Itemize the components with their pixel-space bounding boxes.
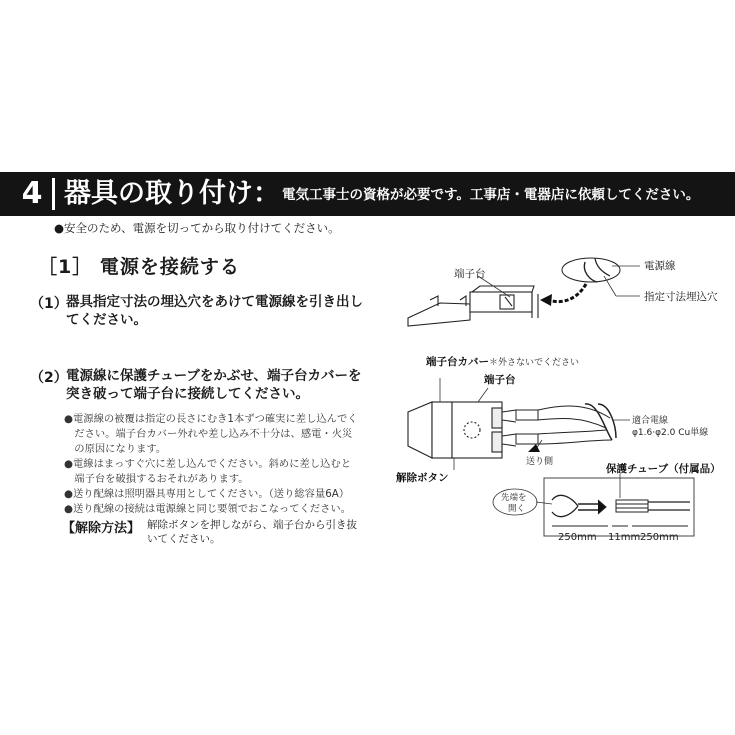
note-line: ●送り配線の接続は電源線と同じ要領でおこなってください。	[64, 503, 351, 515]
dimension-strip-c: 250mm	[640, 532, 679, 543]
dimension-strip-a: 250mm	[558, 532, 597, 543]
label-tip-open-2: 開く	[508, 504, 526, 514]
note-line: ださい。端子台カバー外れや差し込み不十分は、感電・火災	[64, 428, 353, 440]
note-line: ●電源線の被覆は指定の長さにむき1本ずつ確実に差し込んでく	[64, 413, 358, 425]
step-1-line-2: てください。	[66, 312, 147, 328]
pull-wire-arrowhead	[540, 294, 552, 306]
label-mount-hole: 指定寸法埋込穴	[644, 291, 718, 303]
label-release-button: 解除ボタン	[396, 472, 449, 484]
label-terminal-cover-text: 端子台カバー	[426, 356, 489, 368]
label-terminal-cover	[426, 354, 579, 369]
step-2-line-2: 突き破って端子台に接続してください。	[66, 386, 309, 402]
label-terminal-block-2: 端子台	[484, 374, 516, 386]
dimension-strip-b: 11mm	[608, 532, 641, 543]
terminal-block-illustration	[408, 402, 516, 458]
note-line: ●電線はまっすぐ穴に差し込んでください。斜めに差し込むと	[64, 458, 351, 470]
power-wire-illustration	[516, 404, 616, 444]
page-subtitle: 電気工事士の資格が必要です。工事店・電器店に依頼してください。	[282, 187, 700, 203]
label-wire-spec-2: φ1.6·φ2.0 Cu単線	[632, 428, 709, 438]
label-protective-tube: 保護チューブ（付属品）	[606, 463, 721, 475]
step-1-line-1: 器具指定寸法の埋込穴をあけて電源線を引き出し	[66, 294, 363, 310]
note-line: の原因になります。	[64, 443, 167, 455]
label-tip-open-1: 先端を	[501, 493, 527, 503]
label-feed-side: 送り側	[526, 457, 554, 467]
strip-length-detail	[544, 478, 694, 536]
section-title: ［1］ 電源を接続する	[38, 256, 240, 278]
safety-note: ●安全のため、電源を切ってから取り付けてください。	[54, 221, 340, 235]
step-2-number: （2）	[30, 370, 68, 386]
page-title: 器具の取り付け：	[64, 178, 280, 209]
step-1-number: （1）	[30, 296, 68, 312]
label-wire-spec-1: 適合電線	[632, 416, 669, 426]
fixture-mount-illustration	[408, 286, 538, 326]
label-terminal-block: 端子台	[454, 268, 486, 280]
label-power-wire: 電源線	[644, 260, 676, 272]
release-method-label: 【解除方法】	[62, 521, 141, 536]
label-cover-note: ＊外さないでください	[489, 358, 580, 368]
pull-wire-arrow	[548, 284, 586, 302]
step-2-line-1: 電源線に保護チューブをかぶせ、端子台カバーを	[66, 368, 362, 384]
release-line-2: いてください。	[147, 533, 221, 545]
note-line: ●送り配線は照明器具専用としてください。（送り総容量6A）	[64, 488, 350, 500]
note-line: 端子台を破損するおそれがあります。	[64, 473, 249, 485]
section-number: 4	[21, 176, 43, 211]
release-line-1: 解除ボタンを押しながら、端子台から引き抜	[147, 519, 357, 531]
ceiling-hole-illustration	[562, 258, 620, 282]
